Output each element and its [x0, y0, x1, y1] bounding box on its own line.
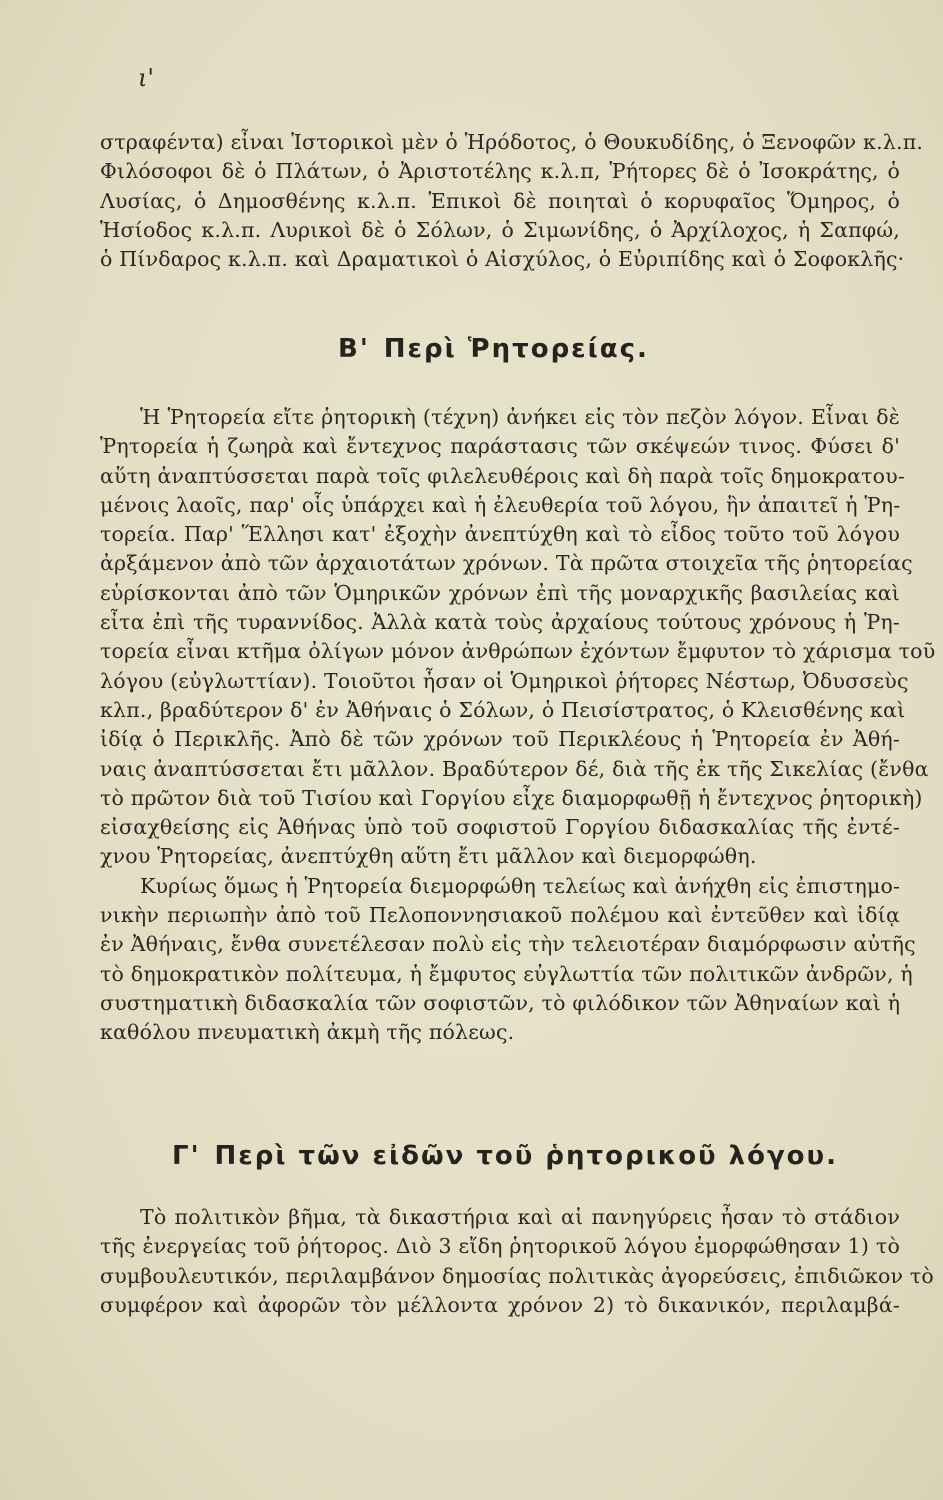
text-line: τὸ πρῶτον διὰ τοῦ Τισίου καὶ Γοργίου εἶχε διαμορφωθῇ ἡ ἔντεχνος ῥητορικὴ)	[100, 785, 923, 810]
page-number: ι'	[138, 64, 155, 92]
text-line: χνου Ῥητορείας, ἀνεπτύχθη αὕτη ἔτι μᾶλλον καὶ διεμορφώθη.	[100, 844, 757, 869]
text-line: στραφέντα) εἶναι Ἱστορικοὶ μὲν ὁ Ἡρόδοτος, ὁ Θουκυδίδης, ὁ Ξενοφῶν κ.λ.π.	[100, 130, 924, 154]
text-line: συμβουλευτικόν, περιλαμβάνον δημοσίας πολιτικὰς ἀγορεύσεις, ἐπιδιῶκον τὸ	[100, 1263, 934, 1288]
text-line: τορεία εἶναι κτῆμα ὀλίγων μόνον ἀνθρώπων ἐχόντων ἔμφυτον τὸ χάρισμα τοῦ	[100, 639, 936, 664]
text-line: τὸ δημοκρατικὸν πολίτευμα, ἡ ἔμφυτος εὐγλωττία τῶν πολιτικῶν ἀνδρῶν, ἡ	[100, 961, 913, 986]
text-line: εἰσαχθείσης εἰς Ἀθήνας ὑπὸ τοῦ σοφιστοῦ Γοργίου διδασκαλίας τῆς ἐντέ-	[100, 815, 900, 840]
text-line: λόγου (εὐγλωττίαν). Τοιοῦτοι ἦσαν οἱ Ὁμηρικοὶ ῥήτορες Νέστωρ, Ὀδυσσεὺς	[100, 668, 909, 693]
section-b-body	[100, 403, 936, 1048]
text-line: συμφέρον καὶ ἀφορῶν τὸν μέλλοντα χρόνον 2) τὸ δικανικόν, περιλαμβά-	[100, 1292, 900, 1317]
text-line: Λυσίας, ὁ Δημοσθένης κ.λ.π. Ἐπικοὶ δὲ ποιηταὶ ὁ κορυφαῖος Ὅμηρος, ὁ	[100, 188, 900, 213]
text-line: ναις ἀναπτύσσεται ἔτι μᾶλλον. Βραδύτερον δέ, διὰ τῆς ἐκ τῆς Σικελίας (ἔνθα	[100, 756, 929, 781]
text-line: αὕτη ἀναπτύσσεται παρὰ τοῖς φιλελευθέροις καὶ δὴ παρὰ τοῖς δημοκρατου-	[100, 463, 906, 488]
intro-paragraph	[100, 128, 924, 274]
section-b-heading	[338, 334, 649, 364]
text-line: Φιλόσοφοι δὲ ὁ Πλάτων, ὁ Ἀριστοτέλης κ.λ.π, Ῥήτορες δὲ ὁ Ἰσοκράτης, ὁ	[100, 159, 900, 184]
section-b-number: Β'	[338, 334, 370, 364]
text-line: νικὴν περιωπὴν ἀπὸ τοῦ Πελοποννησιακοῦ πολέμου καὶ ἐντεῦθεν καὶ ἰδίᾳ	[100, 903, 900, 928]
section-c-number: Γ'	[172, 1141, 201, 1171]
section-b-title: Περὶ Ῥητορείας.	[383, 334, 649, 364]
section-c-title: Περὶ τῶν εἰδῶν τοῦ ῥητορικοῦ λόγου.	[214, 1141, 838, 1171]
text-line: εὑρίσκονται ἀπὸ τῶν Ὁμηρικῶν χρόνων ἐπὶ τῆς μοναρχικῆς βασιλείας καὶ	[100, 580, 900, 605]
text-line: εἶτα ἐπὶ τῆς τυραννίδος. Ἀλλὰ κατὰ τοὺς ἀρχαίους τούτους χρόνους ἡ Ῥη-	[100, 610, 900, 635]
text-line: ἰδίᾳ ὁ Περικλῆς. Ἀπὸ δὲ τῶν χρόνων τοῦ Περικλέους ἡ Ῥητορεία ἐν Ἀθή-	[100, 727, 900, 752]
text-line: Κυρίως ὅμως ἡ Ῥητορεία διεμορφώθη τελείως καὶ ἀνήχθη εἰς ἐπιστημο-	[140, 873, 901, 898]
text-line: κλπ., βραδύτερον δ' ἐν Ἀθήναις ὁ Σόλων, ὁ Πεισίστρατος, ὁ Κλεισθένης καὶ	[100, 697, 906, 722]
text-line: Τὸ πολιτικὸν βῆμα, τὰ δικαστήρια καὶ αἱ πανηγύρεις ἦσαν τὸ στάδιον	[140, 1205, 900, 1229]
text-line: συστηματικὴ διδασκαλία τῶν σοφιστῶν, τὸ φιλόδικον τῶν Ἀθηναίων καὶ ἡ	[100, 990, 901, 1015]
text-line: ἐν Ἀθήναις, ἔνθα συνετέλεσαν πολὺ εἰς τὴν τελειοτέραν διαμόρφωσιν αὐτῆς	[100, 932, 916, 957]
text-line: τορεία. Παρ' Ἕλλησι κατ' ἐξοχὴν ἀνεπτύχθη καὶ τὸ εἶδος τοῦτο τοῦ λόγου	[100, 522, 900, 547]
text-line: Ἡ Ῥητορεία εἴτε ῥητορικὴ (τέχνη) ἀνήκει εἰς τὸν πεζὸν λόγον. Εἶναι δὲ	[140, 405, 900, 429]
text-line: καθόλου πνευματικὴ ἀκμὴ τῆς πόλεως.	[100, 1020, 515, 1045]
text-line: ὁ Πίνδαρος κ.λ.π. καὶ Δραματικοὶ ὁ Αἰσχύλος, ὁ Εὐριπίδης καὶ ὁ Σοφοκλῆς·	[100, 247, 905, 272]
section-c-body	[100, 1203, 934, 1320]
text-line: μένοις λαοῖς, παρ' οἷς ὑπάρχει καὶ ἡ ἐλευθερία τοῦ λόγου, ἣν ἀπαιτεῖ ἡ Ῥη-	[100, 492, 901, 517]
text-line: Ἡσίοδος κ.λ.π. Λυρικοὶ δὲ ὁ Σόλων, ὁ Σιμωνίδης, ὁ Ἀρχίλοχος, ἡ Σαπφώ,	[100, 217, 900, 242]
text-line: τῆς ἐνεργείας τοῦ ῥήτορος. Διὸ 3 εἴδη ῥητορικοῦ λόγου ἐμορφώθησαν 1) τὸ	[100, 1234, 900, 1259]
text-line: Ῥητορεία ἡ ζωηρὰ καὶ ἔντεχνος παράστασις τῶν σκέψεών τινος. Φύσει δ'	[100, 434, 900, 459]
text-line: ἀρξάμενον ἀπὸ τῶν ἀρχαιοτάτων χρόνων. Τὰ πρῶτα στοιχεῖα τῆς ῥητορείας	[100, 551, 913, 576]
section-c-heading	[172, 1141, 838, 1171]
